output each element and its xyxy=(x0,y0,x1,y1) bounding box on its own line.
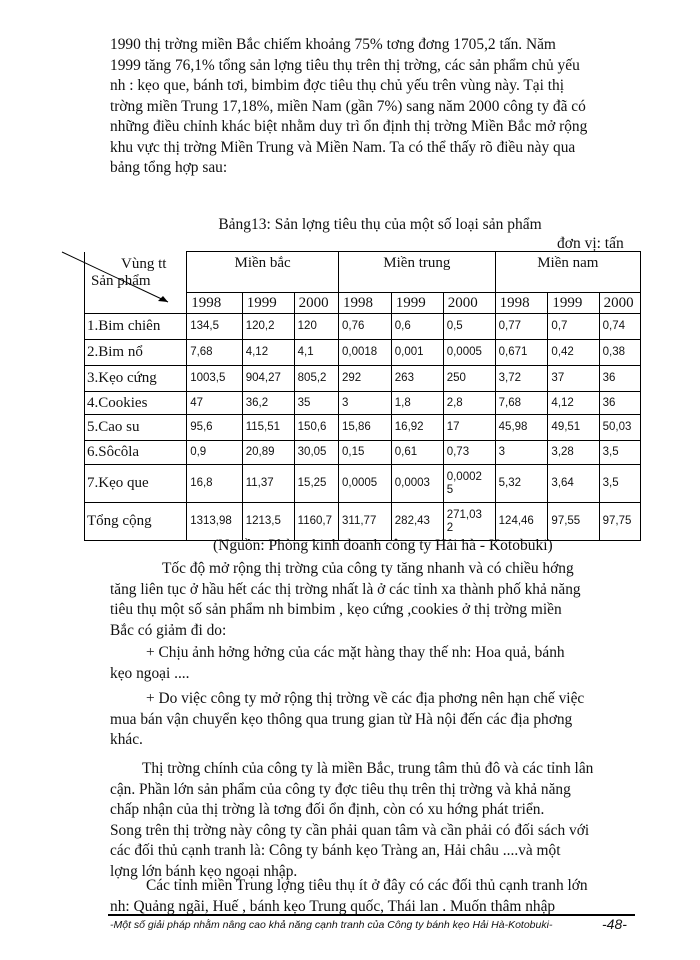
row-label: 7.Kẹo que xyxy=(85,465,187,503)
table-source: (Nguồn: Phòng kinh doanh công ty Hải hà - Kotobuki) xyxy=(213,537,553,554)
text-line: Các tỉnh miền Trung lợng tiêu thụ ít ở đây có các đối thủ cạnh tranh lớn xyxy=(146,877,588,894)
table-cell: 0,9 xyxy=(187,441,243,465)
page-number: -48- xyxy=(602,916,627,932)
table-cell: 0,0003 xyxy=(391,465,443,503)
text-line: 1999 tăng 76,1% tổng sản lợng tiêu thụ trên thị trờng, các sản phẩm chủ yếu xyxy=(110,56,580,74)
table-unit: đơn vị: tấn xyxy=(557,235,624,252)
table-cell: 16,92 xyxy=(391,415,443,441)
text-line: nh: Quảng ngãi, Huế , bánh kẹo Trung quốc, Thái lan . Muốn thâm nhập xyxy=(110,897,556,915)
table-cell: 120 xyxy=(294,314,338,340)
table-cell: 1,8 xyxy=(391,392,443,415)
table-cell: 1003,5 xyxy=(187,366,243,392)
table-cell: 95,6 xyxy=(187,415,243,441)
table-cell: 0,0002 5 xyxy=(443,465,495,503)
year-header: 2000 xyxy=(443,293,495,314)
text-line: Song trên thị trờng này công ty cần phải quan tâm và cần phải có đối sách với xyxy=(110,821,590,839)
table-cell: 4,1 xyxy=(294,340,338,366)
sales-table xyxy=(84,251,641,541)
table-cell: 15,86 xyxy=(339,415,392,441)
table-cell: 124,46 xyxy=(495,503,548,541)
table-header-regions xyxy=(85,252,641,293)
table-cell: 30,05 xyxy=(294,441,338,465)
table-cell: 271,03 2 xyxy=(443,503,495,541)
region-header: Miền bắc xyxy=(187,252,339,293)
table-cell: 1160,7 xyxy=(294,503,338,541)
table-cell: 7,68 xyxy=(187,340,243,366)
table-cell: 1213,5 xyxy=(242,503,294,541)
year-header: 1999 xyxy=(242,293,294,314)
table-caption: Bảng13: Sản lợng tiêu thụ của một số loại sản phẩm xyxy=(218,216,542,233)
table-cell: 0,61 xyxy=(391,441,443,465)
table-cell: 16,8 xyxy=(187,465,243,503)
table-cell: 35 xyxy=(294,392,338,415)
table-row xyxy=(85,340,641,366)
table-cell: 3,64 xyxy=(548,465,599,503)
footer-rule xyxy=(108,914,635,916)
table-cell: 36,2 xyxy=(242,392,294,415)
table-row xyxy=(85,465,641,503)
table-cell: 0,671 xyxy=(495,340,548,366)
paragraph-3 xyxy=(110,759,633,882)
table-cell: 2,8 xyxy=(443,392,495,415)
table-cell: 3,72 xyxy=(495,366,548,392)
table-row xyxy=(85,415,641,441)
corner-bottom-label: Sản phẩm xyxy=(91,272,151,289)
table-cell: 5,32 xyxy=(495,465,548,503)
table-cell: 36 xyxy=(599,366,640,392)
text-line: bảng tổng hợp sau: xyxy=(110,159,228,176)
corner-top-label: Vùng tt xyxy=(121,255,167,272)
row-label: 1.Bim chiên xyxy=(85,314,187,340)
row-label: 5.Cao su xyxy=(85,415,187,441)
year-header: 1998 xyxy=(495,293,548,314)
table-cell: 0,73 xyxy=(443,441,495,465)
year-header: 2000 xyxy=(599,293,640,314)
text-line: các đối thủ cạnh tranh là: Công ty bánh kẹo Tràng an, Hải châu ....và một xyxy=(110,842,561,859)
table-cell: 0,0005 xyxy=(443,340,495,366)
table-cell: 115,51 xyxy=(242,415,294,441)
intro-paragraph xyxy=(110,35,633,179)
table-cell: 11,37 xyxy=(242,465,294,503)
table-cell: 4,12 xyxy=(548,392,599,415)
text-line: kẹo ngoại .... xyxy=(110,664,190,682)
table-row xyxy=(85,366,641,392)
footer-text: -Một số giải pháp nhằm nâng cao khả năng cạnh tranh của Công ty bánh kẹo Hải Hà-Kotobuki- xyxy=(110,919,553,931)
row-label: Tổng cộng xyxy=(85,503,187,541)
table-cell: 97,75 xyxy=(599,503,640,541)
table-cell: 47 xyxy=(187,392,243,415)
row-label: 2.Bim nổ xyxy=(85,340,187,366)
table-cell: 20,89 xyxy=(242,441,294,465)
table-cell: 17 xyxy=(443,415,495,441)
row-label: 6.Sôcôla xyxy=(85,441,187,465)
table-cell: 0,6 xyxy=(391,314,443,340)
text-line: + Do việc công ty mở rộng thị trờng về các địa phơng nên hạn chế việc xyxy=(146,690,585,707)
text-line: trờng miền Trung 17,18%, miền Nam (gần 7%) sang năm 2000 công ty đã có xyxy=(110,97,586,115)
table-cell: 15,25 xyxy=(294,465,338,503)
table-cell: 263 xyxy=(391,366,443,392)
text-line: những điều chỉnh khác biệt nhằm duy trì ổn định thị trờng Miền Bắc mở rộng xyxy=(110,118,588,135)
table-cell: 3,5 xyxy=(599,441,640,465)
text-line: lợng lớn bánh kẹo ngoại nhập. xyxy=(110,862,298,880)
table-cell: 3,28 xyxy=(548,441,599,465)
text-line: tăng liên tục ở hầu hết các thị trờng nhất là ở các tỉnh xa thành phố khả năng xyxy=(110,580,581,598)
table-cell: 0,001 xyxy=(391,340,443,366)
table-cell: 7,68 xyxy=(495,392,548,415)
text-line: tiêu thụ một số sản phẩm nh bimbim , kẹo cứng ,cookies ở thị trờng miền xyxy=(110,601,562,618)
text-line: cận. Phần lớn sản phẩm của công ty đợc tiêu thụ trên thị trờng và khả năng xyxy=(110,780,571,798)
year-header: 2000 xyxy=(294,293,338,314)
table-cell: 0,5 xyxy=(443,314,495,340)
table-row xyxy=(85,314,641,340)
row-label: 3.Kẹo cứng xyxy=(85,366,187,392)
text-line: mua bán vận chuyển kẹo thông qua trung gian từ Hà nội đến các địa phơng xyxy=(110,710,573,728)
text-line: Tốc độ mở rộng thị trờng của công ty tăng nhanh và có chiều hớng xyxy=(162,560,574,577)
text-line: Thị trờng chính của công ty là miền Bắc, trung tâm thủ đô và các tỉnh lân xyxy=(142,760,594,777)
table-cell: 50,03 xyxy=(599,415,640,441)
table-cell: 0,7 xyxy=(548,314,599,340)
table-cell: 292 xyxy=(339,366,392,392)
table-cell: 0,15 xyxy=(339,441,392,465)
text-line: khác. xyxy=(110,731,143,748)
table-cell: 0,76 xyxy=(339,314,392,340)
paragraph-4 xyxy=(110,876,633,917)
bullet-2 xyxy=(110,689,633,751)
table-cell: 805,2 xyxy=(294,366,338,392)
table-row xyxy=(85,441,641,465)
table-cell: 0,0005 xyxy=(339,465,392,503)
table-cell: 3,5 xyxy=(599,465,640,503)
table-cell: 97,55 xyxy=(548,503,599,541)
table-cell: 282,43 xyxy=(391,503,443,541)
region-header: Miền trung xyxy=(339,252,496,293)
table-cell: 45,98 xyxy=(495,415,548,441)
table-cell: 311,77 xyxy=(339,503,392,541)
text-line: chấp nhận của thị trờng là tơng đối ổn định, còn có xu hớng phát triển. xyxy=(110,801,545,818)
table-cell: 1313,98 xyxy=(187,503,243,541)
table-cell: 3 xyxy=(339,392,392,415)
year-header: 1999 xyxy=(548,293,599,314)
table-cell: 904,27 xyxy=(242,366,294,392)
table-cell: 120,2 xyxy=(242,314,294,340)
table-row xyxy=(85,503,641,541)
row-label: 4.Cookies xyxy=(85,392,187,415)
table-cell: 36 xyxy=(599,392,640,415)
region-header: Miền nam xyxy=(495,252,640,293)
table-row xyxy=(85,392,641,415)
text-line: Bắc có giảm đi do: xyxy=(110,621,227,639)
table-cell: 4,12 xyxy=(242,340,294,366)
table-cell: 0,74 xyxy=(599,314,640,340)
table-cell: 49,51 xyxy=(548,415,599,441)
table-cell: 0,77 xyxy=(495,314,548,340)
table-cell: 37 xyxy=(548,366,599,392)
table-cell: 0,0018 xyxy=(339,340,392,366)
table-corner-cell xyxy=(85,252,187,314)
text-line: + Chịu ảnh hởng hởng của các mặt hàng thay thế nh: Hoa quả, bánh xyxy=(146,644,565,661)
table-cell: 250 xyxy=(443,366,495,392)
year-header: 1998 xyxy=(187,293,243,314)
text-line: nh : kẹo que, bánh tơi, bimbim đợc tiêu thụ chủ yếu trên vùng này. Tại thị xyxy=(110,77,564,94)
text-line: khu vực thị trờng Miền Trung và Miền Nam. Ta có thể thấy rõ điều này qua xyxy=(110,138,576,156)
bullet-1 xyxy=(110,643,633,684)
paragraph-2 xyxy=(110,559,633,641)
table-cell: 0,42 xyxy=(548,340,599,366)
text-line: 1990 thị trờng miền Bắc chiếm khoảng 75% tơng đơng 1705,2 tấn. Năm xyxy=(110,36,556,53)
table-cell: 0,38 xyxy=(599,340,640,366)
table-cell: 3 xyxy=(495,441,548,465)
table-cell: 150,6 xyxy=(294,415,338,441)
year-header: 1998 xyxy=(339,293,392,314)
table-cell: 134,5 xyxy=(187,314,243,340)
year-header: 1999 xyxy=(391,293,443,314)
